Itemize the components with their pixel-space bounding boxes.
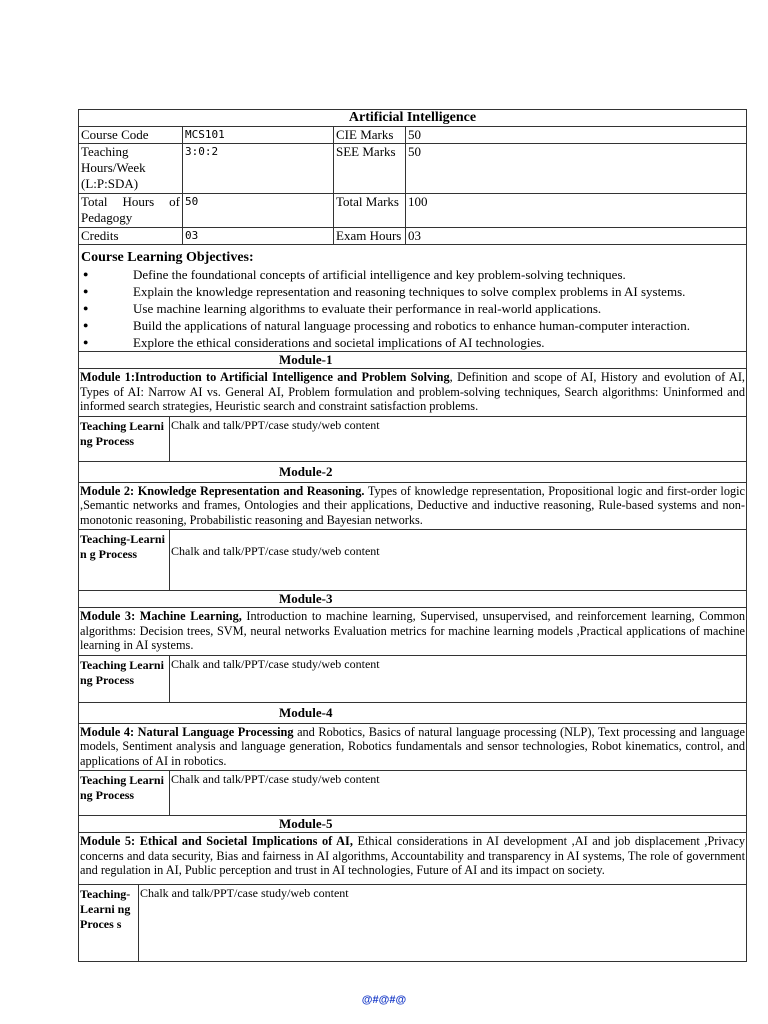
course-title: Artificial Intelligence bbox=[79, 110, 747, 127]
teaching-process-label: Teaching Learning Process bbox=[79, 656, 170, 702]
teaching-hours-value: 3:0:2 bbox=[183, 144, 334, 194]
module-title: Module 1:Introduction to Artificial Intelligence and Problem Solving bbox=[80, 370, 450, 384]
page-footer: @#@#@ bbox=[361, 994, 407, 1006]
total-marks-label: Total Marks bbox=[334, 194, 406, 228]
teaching-process-value: Chalk and talk/PPT/case study/web content bbox=[171, 544, 380, 558]
cie-marks-value: 50 bbox=[406, 127, 747, 144]
objective-item: ● Explore the ethical considerations and societal implications of AI technologies. bbox=[81, 334, 744, 351]
module-description bbox=[78, 369, 747, 417]
module-heading: Module-1 bbox=[78, 352, 747, 369]
course-objectives bbox=[78, 245, 747, 352]
module-body: Types of knowledge representation, Propositional logic and first-order logic ,Semantic networks and frames, Ontologies and their applications, Deductive and inductive reasoning, Rule-based systems and non-monotonic reasoning, Probabilistic reasoning and Bayesian networks. bbox=[80, 483, 745, 527]
teaching-process-value: Chalk and talk/PPT/case study/web content bbox=[171, 656, 380, 671]
objective-item: ● Define the foundational concepts of artificial intelligence and key problem-solving techniques. bbox=[81, 266, 744, 283]
teaching-process-row bbox=[78, 417, 747, 462]
module-body: , Definition and scope of AI, History and evolution of AI, Types of AI: Narrow AI vs. General AI, Problem formulation and problem-solving techniques, Search algorithms: Uninformed and informed search strategies, Heuristic search and constraint satisfaction problems. bbox=[80, 370, 745, 413]
course-code-value: MCS101 bbox=[183, 127, 334, 144]
objectives-title: Course Learning Objectives: bbox=[81, 250, 254, 265]
total-marks-value: 100 bbox=[406, 194, 747, 228]
total-hours-value: 50 bbox=[183, 194, 334, 228]
module-heading: Module-5 bbox=[78, 816, 747, 833]
course-info-table bbox=[78, 109, 747, 245]
exam-hours-value: 03 bbox=[406, 228, 747, 245]
teaching-process-row bbox=[78, 656, 747, 703]
teaching-process-row bbox=[78, 885, 747, 962]
module-heading: Module-4 bbox=[78, 703, 747, 724]
module-title: Module 4: Natural Language Processing bbox=[80, 724, 294, 739]
module-title: : Ethical and Societal Implications of AI, bbox=[131, 834, 353, 848]
teaching-process-label: Teaching Learning Process bbox=[79, 771, 170, 815]
module-heading: Module-2 bbox=[78, 462, 747, 483]
objective-item: ● Explain the knowledge representation and reasoning techniques to solve complex problems in AI systems. bbox=[81, 283, 744, 300]
teaching-process-label: Teaching Learning Process bbox=[79, 417, 170, 461]
module-heading: Module-3 bbox=[78, 591, 747, 608]
teaching-process-label: Teaching-Learni ng Proces s bbox=[79, 885, 139, 961]
exam-hours-label: Exam Hours bbox=[334, 228, 406, 245]
module-title: Module 3: Machine Learning, bbox=[80, 609, 242, 623]
module-description bbox=[78, 483, 747, 531]
teaching-process-value: Chalk and talk/PPT/case study/web content bbox=[171, 417, 380, 432]
module-description bbox=[78, 833, 747, 885]
credits-label: Credits bbox=[79, 228, 183, 245]
cie-marks-label: CIE Marks bbox=[334, 127, 406, 144]
objective-item: ● Use machine learning algorithms to evaluate their performance in real-world applications. bbox=[81, 300, 744, 317]
module-description bbox=[78, 724, 747, 772]
module-title: Module 2: Knowledge Representation and Reasoning. bbox=[80, 483, 365, 498]
module-body: Ethical considerations in AI development ,AI and job displacement ,Privacy concerns and data security, Bias and fairness in AI algorithms, Accountability and transparency in AI systems, The role of government and regulation in AI, Public perception and trust in AI technologies, Future of AI and its impact on society. bbox=[80, 834, 746, 877]
syllabus-page bbox=[78, 109, 747, 962]
module-body: and Robotics, Basics of natural language processing (NLP), Text processing and language models, Sentiment analysis and language generation, Robotics fundamentals and sensor technologies, Robot kinematics, control, and applications of AI in robotics. bbox=[80, 724, 745, 768]
objectives-list bbox=[81, 266, 744, 351]
teaching-process-row bbox=[78, 530, 747, 591]
credits-value: 03 bbox=[183, 228, 334, 245]
see-marks-label: SEE Marks bbox=[334, 144, 406, 194]
module-body: Introduction to machine learning, Supervised, unsupervised, and reinforcement learning, Common algorithms: Decision trees, SVM, neural networks Evaluation metrics for machine learning models ,Practical applications of machine learning in AI systems. bbox=[80, 609, 745, 652]
see-marks-value: 50 bbox=[406, 144, 747, 194]
objective-item: ● Build the applications of natural language processing and robotics to enhance human-computer interaction. bbox=[81, 317, 744, 334]
teaching-process-value: Chalk and talk/PPT/case study/web content bbox=[171, 772, 380, 786]
module-description bbox=[78, 608, 747, 656]
teaching-process-label: Teaching-Learnin g Process bbox=[79, 530, 170, 590]
teaching-hours-label: Teaching Hours/Week (L:P:SDA) bbox=[79, 144, 183, 194]
total-hours-label: Total Hours of Pedagogy bbox=[79, 194, 183, 228]
teaching-process-row bbox=[78, 771, 747, 816]
teaching-process-value: Chalk and talk/PPT/case study/web content bbox=[140, 885, 349, 900]
module-title-prefix: Module 5 bbox=[80, 834, 132, 848]
course-code-label: Course Code bbox=[79, 127, 183, 144]
